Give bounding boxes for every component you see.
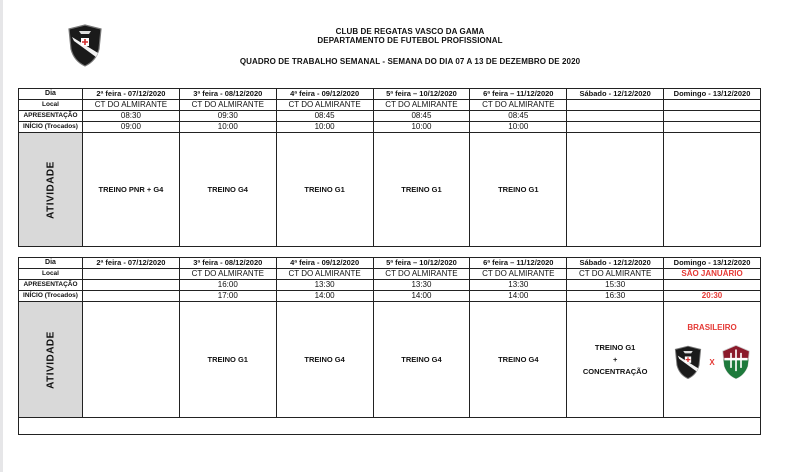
department-name: DEPARTAMENTO DE FUTEBOL PROFISSIONAL	[317, 36, 503, 45]
activity-cell: TREINO G4	[470, 302, 567, 418]
start-cell: 16:30	[567, 291, 664, 302]
day-header: 3ª feira - 08/12/2020	[179, 89, 276, 100]
activity-label: ATIVIDADE	[45, 160, 56, 219]
location-cell	[567, 100, 664, 111]
presentation-label: APRESENTAÇÃO	[19, 280, 83, 291]
day-header: 4ª feira - 09/12/2020	[276, 258, 373, 269]
location-cell	[83, 269, 180, 280]
day-header: 2ª feira - 07/12/2020	[83, 89, 180, 100]
start-cell: 14:00	[470, 291, 567, 302]
notes-row	[19, 418, 761, 435]
activity-row	[19, 133, 761, 247]
vasco-crest-icon	[673, 342, 703, 382]
activity-line: CONCENTRAÇÃO	[582, 366, 648, 376]
start-cell	[83, 291, 180, 302]
day-row	[19, 89, 761, 100]
presentation-cell: 08:45	[470, 111, 567, 122]
location-label: Local	[19, 269, 83, 280]
presentation-cell: 16:00	[179, 280, 276, 291]
start-cell: 10:00	[373, 122, 470, 133]
location-row	[19, 100, 761, 111]
activity-cell-saturday	[567, 302, 664, 418]
presentation-row	[19, 280, 761, 291]
activity-label-cell	[19, 302, 83, 418]
location-cell: CT DO ALMIRANTE	[373, 100, 470, 111]
activity-cell: TREINO G4	[276, 302, 373, 418]
page-edge	[0, 0, 3, 472]
location-cell: CT DO ALMIRANTE	[373, 269, 470, 280]
activity-cell: TREINO G4	[373, 302, 470, 418]
presentation-cell: 15:30	[567, 280, 664, 291]
day-header: 4ª feira - 09/12/2020	[276, 89, 373, 100]
presentation-cell: 13:30	[373, 280, 470, 291]
presentation-label: APRESENTAÇÃO	[19, 111, 83, 122]
presentation-cell: 13:30	[276, 280, 373, 291]
day-header: 5ª feira – 10/12/2020	[373, 89, 470, 100]
day-header: 2ª feira - 07/12/2020	[83, 258, 180, 269]
presentation-cell	[664, 111, 761, 122]
activity-cell-sunday-match	[664, 302, 761, 418]
location-label: Local	[19, 100, 83, 111]
start-cell	[567, 122, 664, 133]
start-label: INÍCIO (Trocados)	[19, 291, 83, 302]
activity-cell: TREINO G1	[179, 302, 276, 418]
day-label: Dia	[19, 258, 83, 269]
start-cell-highlight: 20:30	[664, 291, 761, 302]
start-cell: 10:00	[179, 122, 276, 133]
start-cell: 10:00	[470, 122, 567, 133]
activity-label: ATIVIDADE	[45, 330, 56, 389]
day-header: 6ª feira – 11/12/2020	[470, 258, 567, 269]
activity-cell	[567, 133, 664, 247]
activity-cell	[83, 302, 180, 418]
notes-cell	[19, 418, 761, 435]
club-name: CLUB DE REGATAS VASCO DA GAMA	[335, 27, 485, 36]
location-cell-highlight: SÃO JANUÁRIO	[664, 269, 761, 280]
location-cell	[664, 100, 761, 111]
activity-line: +	[612, 354, 618, 364]
competition-label: BRASILEIRO	[687, 323, 737, 332]
presentation-cell	[83, 280, 180, 291]
start-cell: 09:00	[83, 122, 180, 133]
activity-cell: TREINO G1	[373, 133, 470, 247]
start-label: INÍCIO (Trocados)	[19, 122, 83, 133]
presentation-cell: 09:30	[179, 111, 276, 122]
activity-cell	[664, 133, 761, 247]
day-header: Sábado - 12/12/2020	[567, 89, 664, 100]
presentation-cell	[567, 111, 664, 122]
versus-separator: X	[709, 357, 715, 367]
location-cell: CT DO ALMIRANTE	[179, 269, 276, 280]
day-header: Domingo - 13/12/2020	[664, 89, 761, 100]
activity-cell: TREINO G4	[179, 133, 276, 247]
start-cell	[664, 122, 761, 133]
start-row	[19, 122, 761, 133]
location-cell: CT DO ALMIRANTE	[83, 100, 180, 111]
day-header: 5ª feira – 10/12/2020	[373, 258, 470, 269]
day-header: 3ª feira - 08/12/2020	[179, 258, 276, 269]
start-cell: 14:00	[276, 291, 373, 302]
presentation-cell: 13:30	[470, 280, 567, 291]
start-cell: 10:00	[276, 122, 373, 133]
activity-cell: TREINO G1	[276, 133, 373, 247]
start-row	[19, 291, 761, 302]
location-cell: CT DO ALMIRANTE	[179, 100, 276, 111]
location-cell: CT DO ALMIRANTE	[276, 100, 373, 111]
afternoon-schedule-table	[18, 257, 761, 435]
location-cell: CT DO ALMIRANTE	[470, 269, 567, 280]
schedule-title: QUADRO DE TRABALHO SEMANAL - SEMANA DO DIA 07 A 13 DE DEZEMBRO DE 2020	[239, 57, 581, 66]
match-crests	[664, 342, 760, 382]
activity-label-cell	[19, 133, 83, 247]
presentation-cell	[664, 280, 761, 291]
activity-cell: TREINO PNR + G4	[83, 133, 180, 247]
location-cell: CT DO ALMIRANTE	[567, 269, 664, 280]
presentation-cell: 08:45	[373, 111, 470, 122]
location-cell: CT DO ALMIRANTE	[470, 100, 567, 111]
presentation-cell: 08:45	[276, 111, 373, 122]
day-label: Dia	[19, 89, 83, 100]
day-header: 6ª feira – 11/12/2020	[470, 89, 567, 100]
activity-line: TREINO G1	[594, 342, 636, 352]
presentation-row	[19, 111, 761, 122]
activity-row	[19, 302, 761, 418]
day-header: Domingo - 13/12/2020	[664, 258, 761, 269]
day-row	[19, 258, 761, 269]
vasco-crest-icon	[66, 23, 104, 67]
location-cell: CT DO ALMIRANTE	[276, 269, 373, 280]
day-header: Sábado - 12/12/2020	[567, 258, 664, 269]
presentation-cell: 08:30	[83, 111, 180, 122]
start-cell: 17:00	[179, 291, 276, 302]
fluminense-crest-icon	[721, 343, 751, 381]
start-cell: 14:00	[373, 291, 470, 302]
activity-cell: TREINO G1	[470, 133, 567, 247]
location-row	[19, 269, 761, 280]
morning-schedule-table	[18, 88, 761, 247]
